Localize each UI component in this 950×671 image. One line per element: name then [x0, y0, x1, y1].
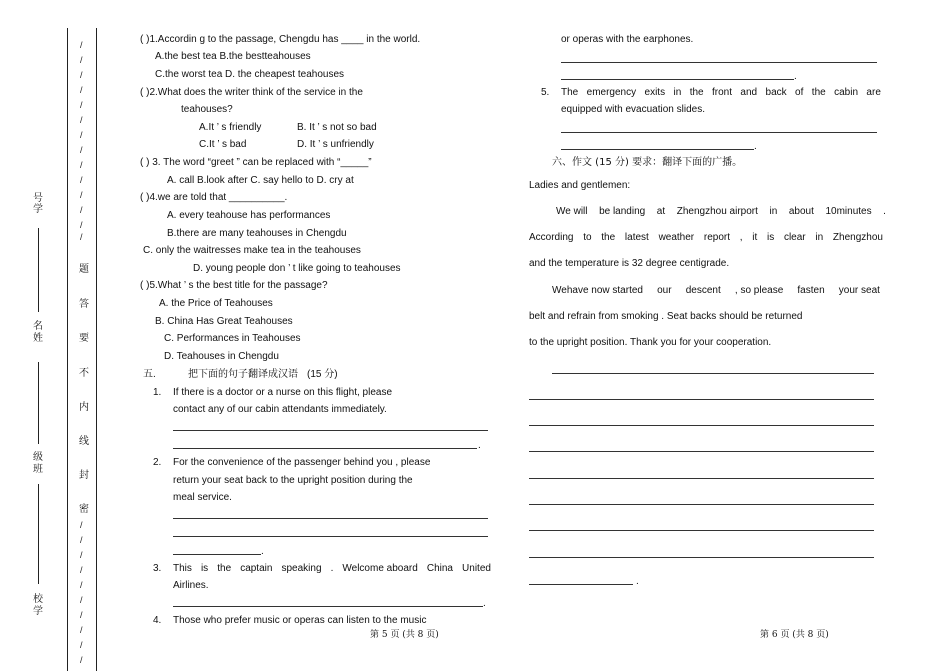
word: it	[752, 232, 758, 243]
word: of	[795, 87, 804, 98]
seal-dash: /	[80, 655, 83, 665]
seal-line-left	[67, 28, 68, 671]
seal-dash: /	[80, 145, 83, 155]
word: emergency	[586, 87, 637, 98]
question-1-options-cd: C.the worst tea D. the cheapest teahouses	[155, 69, 344, 80]
question-3-options: A. call B.look after C. say hello to D. cry at	[167, 175, 354, 186]
translation-item-text: meal service.	[173, 492, 232, 503]
answer-line[interactable]	[173, 448, 477, 449]
section-6-heading: 六、作文 (15 分) 要求：翻译下面的广播。	[552, 157, 743, 168]
word: Wehave now started	[552, 285, 643, 296]
seal-dash: /	[80, 85, 83, 95]
translation-item-text: or operas with the earphones.	[561, 34, 694, 45]
word: is	[766, 232, 775, 243]
word: China	[426, 563, 453, 574]
composition-line	[552, 285, 880, 297]
section-5-score: (15 分)	[307, 369, 338, 380]
word: at	[656, 206, 666, 217]
question-3: ( ) 3. The word “greet ” can be replaced with “_____”	[140, 157, 372, 168]
seal-char: 密	[79, 504, 89, 515]
answer-line-end-mark: .	[754, 141, 757, 152]
field-label-char: 学	[33, 606, 43, 617]
answer-line[interactable]	[173, 518, 488, 519]
writing-line[interactable]	[529, 451, 874, 452]
translation-item-text	[173, 563, 491, 575]
question-4: ( )4.we are told that __________.	[140, 192, 288, 203]
question-4-option-d: D. young people don ’ t like going to teahouses	[193, 263, 401, 274]
writing-line[interactable]	[529, 399, 874, 400]
translation-item-text	[561, 87, 881, 99]
word: speaking	[281, 563, 322, 574]
seal-dash: /	[80, 70, 83, 80]
seal-dash: /	[80, 190, 83, 200]
translation-item-number: 3.	[153, 563, 162, 574]
answer-line-end-mark: .	[261, 546, 264, 557]
answer-line[interactable]	[561, 62, 877, 63]
answer-line[interactable]	[561, 132, 877, 133]
composition-line: belt and refrain from smoking . Seat backs should be returned	[529, 311, 803, 322]
seal-line-right	[96, 28, 97, 671]
translation-item-number: 1.	[153, 387, 162, 398]
seal-dash: /	[80, 220, 83, 230]
question-2-option-d: D. It ’ s unfriendly	[297, 139, 374, 150]
composition-line	[556, 206, 886, 218]
seal-char: 内	[79, 402, 89, 413]
word: our	[657, 285, 672, 296]
word: the	[217, 563, 232, 574]
question-4-option-b: B.there are many teahouses in Chengdu	[167, 228, 347, 239]
class-blank-line	[38, 362, 39, 444]
field-label-char: 班	[33, 464, 43, 475]
writing-line[interactable]	[529, 557, 874, 558]
word: cabin	[834, 87, 859, 98]
composition-greeting: Ladies and gentlemen:	[529, 180, 631, 191]
seal-dash: /	[80, 550, 83, 560]
field-label-char: 名	[33, 321, 43, 332]
field-label-char: 姓	[33, 333, 43, 344]
name-blank-line	[38, 228, 39, 312]
word: The	[561, 87, 579, 98]
word: be landing	[599, 206, 646, 217]
word: are	[866, 87, 881, 98]
seal-dash: /	[80, 595, 83, 605]
word: United	[462, 563, 491, 574]
section-5-title: 把下面的句子翻译成汉语	[188, 369, 298, 380]
question-5-option-a: A. the Price of Teahouses	[159, 298, 273, 309]
word: Zhengzhou	[832, 232, 883, 243]
field-label-char: 号	[33, 193, 43, 204]
writing-line[interactable]	[552, 373, 874, 374]
seal-dash: /	[80, 55, 83, 65]
page-footer-left: 第 5 页 (共 8 页)	[370, 630, 439, 640]
word: This	[173, 563, 192, 574]
word: fasten	[797, 285, 825, 296]
field-label-char: 学	[33, 204, 43, 215]
word: back	[765, 87, 787, 98]
question-4-option-c: C. only the waitresses make tea in the teahouses	[143, 245, 361, 256]
composition-line	[529, 232, 883, 244]
section-5-number: 五.	[143, 369, 156, 380]
word: clear	[783, 232, 806, 243]
writing-line[interactable]	[529, 584, 633, 585]
word: in	[815, 232, 824, 243]
seal-dash: /	[80, 100, 83, 110]
seal-char: 不	[79, 368, 89, 379]
word: Welcome aboard	[342, 563, 418, 574]
writing-end-mark: .	[636, 576, 639, 587]
seal-dash: /	[80, 115, 83, 125]
word: front	[712, 87, 733, 98]
question-2-option-c: C.It ’ s bad	[199, 139, 247, 150]
word: the	[601, 232, 616, 243]
answer-line[interactable]	[173, 430, 488, 431]
answer-line[interactable]	[561, 149, 754, 150]
answer-line[interactable]	[173, 536, 488, 537]
word: report	[703, 232, 730, 243]
school-blank-line	[38, 484, 39, 584]
answer-line-end-mark: .	[794, 71, 797, 82]
word: We will	[556, 206, 588, 217]
seal-dash: /	[80, 580, 83, 590]
word: Zhengzhou airport	[676, 206, 758, 217]
seal-dash: /	[80, 175, 83, 185]
seal-dash: /	[80, 160, 83, 170]
translation-item-text: equipped with evacuation slides.	[561, 104, 705, 115]
seal-dash: /	[80, 535, 83, 545]
answer-line[interactable]	[561, 79, 794, 80]
translation-item-number: 4.	[153, 615, 162, 626]
answer-line-end-mark: .	[483, 598, 486, 609]
word: According	[529, 232, 574, 243]
seal-dash: /	[80, 565, 83, 575]
word: in	[769, 206, 778, 217]
word: about	[788, 206, 814, 217]
question-2: ( )2.What does the writer think of the service in the	[140, 87, 363, 98]
field-label-char: 级	[33, 452, 43, 463]
word: the	[811, 87, 826, 98]
translation-item-number: 2.	[153, 457, 162, 468]
seal-char: 题	[79, 264, 89, 275]
word: captain	[240, 563, 273, 574]
writing-line[interactable]	[529, 425, 874, 426]
word: is	[200, 563, 209, 574]
seal-dash: /	[80, 130, 83, 140]
question-5: ( )5.What ’ s the best title for the passage?	[140, 280, 328, 291]
seal-char: 封	[79, 470, 89, 481]
answer-line[interactable]	[173, 606, 483, 607]
question-5-option-d: D. Teahouses in Chengdu	[164, 351, 279, 362]
word: .	[330, 563, 334, 574]
seal-dash: /	[80, 205, 83, 215]
word: latest	[624, 232, 649, 243]
translation-item-text: return your seat back to the upright position during the	[173, 475, 413, 486]
question-2-continued: teahouses?	[181, 104, 233, 115]
translation-item-text: If there is a doctor or a nurse on this flight, please	[173, 387, 393, 398]
seal-char: 线	[79, 436, 89, 447]
word: and	[740, 87, 758, 98]
word: weather	[658, 232, 695, 243]
seal-char: 答	[79, 299, 89, 310]
field-label-char: 校	[33, 594, 43, 605]
word: , so please	[734, 285, 784, 296]
word: exits	[644, 87, 666, 98]
translation-item-text: For the convenience of the passenger behind you , please	[173, 457, 431, 468]
word: .	[883, 206, 886, 217]
writing-line[interactable]	[529, 478, 874, 479]
answer-line-end-mark: .	[478, 440, 481, 451]
word: your seat	[838, 285, 880, 296]
translation-item-text: contact any of our cabin attendants immediately.	[173, 404, 387, 415]
answer-line[interactable]	[173, 554, 261, 555]
question-2-option-a: A.It ’ s friendly	[199, 122, 262, 133]
seal-dash: /	[80, 520, 83, 530]
composition-line: and the temperature is 32 degree centigrade.	[529, 258, 730, 269]
page-footer-right: 第 6 页 (共 8 页)	[760, 630, 829, 640]
translation-item-text: Airlines.	[173, 580, 209, 591]
question-5-option-b: B. China Has Great Teahouses	[155, 316, 293, 327]
word: in	[673, 87, 682, 98]
seal-dash: /	[80, 40, 83, 50]
word: descent	[685, 285, 721, 296]
word: to	[583, 232, 592, 243]
seal-char: 要	[79, 333, 89, 344]
question-1-options-ab: A.the best tea B.the bestteahouses	[155, 51, 311, 62]
seal-dash: /	[80, 625, 83, 635]
word: ,	[739, 232, 743, 243]
writing-line[interactable]	[529, 530, 874, 531]
question-1: ( )1.Accordin g to the passage, Chengdu has ____ in the world.	[140, 34, 421, 45]
question-5-option-c: C. Performances in Teahouses	[164, 333, 301, 344]
seal-dash: /	[80, 610, 83, 620]
translation-item-text: Those who prefer music or operas can listen to the music	[173, 615, 427, 626]
question-4-option-a: A. every teahouse has performances	[167, 210, 331, 221]
word: the	[689, 87, 704, 98]
word: 10minutes	[825, 206, 872, 217]
translation-item-number: 5.	[541, 87, 550, 98]
seal-dash: /	[80, 640, 83, 650]
writing-line[interactable]	[529, 504, 874, 505]
question-2-option-b: B. It ’ s not so bad	[297, 122, 377, 133]
composition-line: to the upright position. Thank you for your cooperation.	[529, 337, 772, 348]
seal-dash: /	[80, 232, 83, 242]
